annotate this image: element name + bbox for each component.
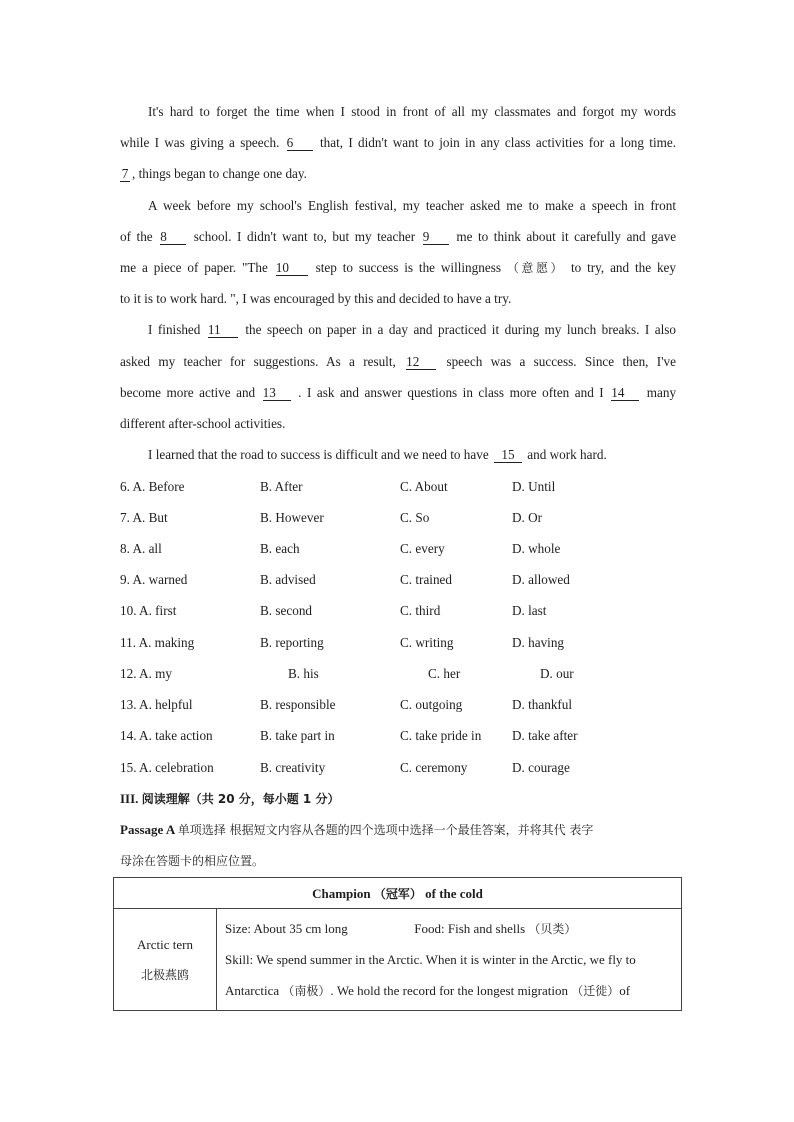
skill-text-2a: Antarctica <box>225 983 280 998</box>
table-title-b: of the cold <box>425 885 483 901</box>
p1-line-1 <box>148 104 676 120</box>
q10-option-a[interactable]: 10. A. first <box>120 603 177 618</box>
p3-line-3 <box>120 385 676 401</box>
passage-a-instruction <box>120 822 593 838</box>
q14-option-d[interactable]: D. take after <box>512 728 578 743</box>
q14-option-c[interactable]: C. take pride in <box>400 728 482 743</box>
p3-text-1b: the speech on paper in a day and practiced it during my lunch breaks. I also <box>245 322 677 337</box>
blank-9: 9 <box>423 230 449 245</box>
section-3-heading <box>120 791 339 807</box>
q11-option-c[interactable]: C. writing <box>400 635 454 650</box>
q14-option-a[interactable]: 14. A. take action <box>120 728 213 743</box>
skill-text-2cn: （南极） <box>282 984 331 998</box>
blank-7: 7 <box>121 166 129 181</box>
q6-option-a[interactable]: 6. A. Before <box>120 479 185 494</box>
question-8 <box>120 541 680 557</box>
instruction-line-2: 母涂在答题卡的相应位置。 <box>120 854 265 868</box>
section-3-title: 阅读理解（共 20 分，每小题 1 分） <box>141 792 340 806</box>
animal-info-cell <box>217 909 682 1011</box>
q7-option-a[interactable]: 7. A. But <box>120 510 168 525</box>
question-10 <box>120 603 680 619</box>
q10-option-d[interactable]: D. last <box>512 603 547 618</box>
p1-line-2 <box>120 135 676 151</box>
p3-line-1 <box>148 322 676 338</box>
q6-option-c[interactable]: C. About <box>400 479 448 494</box>
p2-line-1 <box>148 198 676 214</box>
q14-option-b[interactable]: B. take part in <box>260 728 335 743</box>
p2-text-2c: me to think about it carefully and gave <box>456 229 677 244</box>
section-3-number: III. <box>120 791 139 806</box>
p3-line-2 <box>120 354 676 370</box>
p2-text-1: A week before my school's English festival, my teacher asked me to make a speech in front <box>148 198 676 213</box>
p3-text-1a: I finished <box>148 322 201 337</box>
q11-option-d[interactable]: D. having <box>512 635 565 650</box>
q15-option-b[interactable]: B. creativity <box>260 760 326 775</box>
q6-option-d[interactable]: D. Until <box>512 479 556 494</box>
q7-option-c[interactable]: C. So <box>400 510 430 525</box>
animal-food: Food: Fish and shells <box>414 921 526 936</box>
q10-option-b[interactable]: B. second <box>260 603 313 618</box>
p4-text-1a: I learned that the road to success is difficult and we need to have <box>148 447 489 462</box>
q11-option-b[interactable]: B. reporting <box>260 635 324 650</box>
q13-option-c[interactable]: C. outgoing <box>400 697 463 712</box>
p3-line-4 <box>120 416 676 432</box>
p2-text-4: to it is to work hard. ", I was encouraged by this and decided to have a try. <box>120 291 512 306</box>
p3-text-3b: . I ask and answer questions in class more often and I <box>298 385 604 400</box>
animal-food-cn: （贝类） <box>528 922 577 936</box>
table-title-a: Champion <box>312 885 371 901</box>
p3-text-3a: become more active and <box>120 385 256 400</box>
animal-name-en: Arctic tern <box>137 936 193 952</box>
q12-option-c[interactable]: C. her <box>428 666 461 681</box>
animal-name-cell <box>114 909 217 1011</box>
p1-text-2b: that, I didn't want to join in any class activities for a long time. <box>319 135 677 150</box>
p2-text-2a: of the <box>120 229 153 244</box>
p1-text-1: It's hard to forget the time when I stood in front of all my classmates and forgot my words <box>148 104 676 119</box>
question-13 <box>120 697 680 713</box>
q7-option-b[interactable]: B. However <box>260 510 324 525</box>
p2-text-3a: me a piece of paper. "The <box>120 260 268 275</box>
skill-text-2c: of <box>619 983 631 998</box>
blank-15: 15 <box>494 448 522 463</box>
q13-option-b[interactable]: B. responsible <box>260 697 336 712</box>
p3-text-2b: speech was a success. Since then, I've <box>446 354 676 369</box>
p3-text-3c: many <box>646 385 677 400</box>
animal-name-cn: 北极燕鸥 <box>140 967 189 982</box>
q7-option-d[interactable]: D. Or <box>512 510 543 525</box>
question-9 <box>120 572 680 588</box>
animal-size-food <box>225 913 675 944</box>
q9-option-a[interactable]: 9. A. warned <box>120 572 188 587</box>
p4-text-1b: and work hard. <box>527 447 607 462</box>
question-11 <box>120 635 680 651</box>
blank-8: 8 <box>160 230 186 245</box>
p1-text-2a: while I was giving a speech. <box>120 135 280 150</box>
question-14 <box>120 728 680 744</box>
question-7 <box>120 510 680 526</box>
q11-option-a[interactable]: 11. A. making <box>120 635 195 650</box>
passage-a-label: Passage A <box>120 822 175 837</box>
q15-option-a[interactable]: 15. A. celebration <box>120 760 214 775</box>
question-15 <box>120 760 680 776</box>
animal-skill-1 <box>225 944 675 975</box>
p2-text-3b: step to success is the willingness <box>315 260 501 275</box>
instruction-line-1: 单项选择 根据短文内容从各题的四个选项中选择一个最佳答案，并将其代 表字 <box>177 823 594 837</box>
p1-text-3b: , things began to change one day. <box>132 166 307 181</box>
table-title <box>114 878 682 909</box>
blank-6: 6 <box>287 136 313 151</box>
p3-text-2a: asked my teacher for suggestions. As a result, <box>120 354 396 369</box>
q8-option-d[interactable]: D. whole <box>512 541 561 556</box>
q15-option-c[interactable]: C. ceremony <box>400 760 468 775</box>
p3-text-4: different after-school activities. <box>120 416 286 431</box>
p2-text-2b: school. I didn't want to, but my teacher <box>193 229 416 244</box>
q9-option-b[interactable]: B. advised <box>260 572 316 587</box>
blank-11: 11 <box>208 323 238 338</box>
q8-option-b[interactable]: B. each <box>260 541 300 556</box>
table-title-cn: （冠军） <box>373 886 422 901</box>
q9-option-c[interactable]: C. trained <box>400 572 453 587</box>
q10-option-c[interactable]: C. third <box>400 603 441 618</box>
q9-option-d[interactable]: D. allowed <box>512 572 570 587</box>
animal-size: Size: About 35 cm long <box>225 921 348 936</box>
blank-12: 12 <box>406 355 436 370</box>
p4-line-1 <box>148 447 676 463</box>
q12-option-d[interactable]: D. our <box>540 666 574 681</box>
question-12 <box>120 666 680 682</box>
p2-line-2 <box>120 229 676 245</box>
p2-line-3 <box>120 260 676 276</box>
blank-13: 13 <box>263 386 291 401</box>
q8-option-a[interactable]: 8. A. all <box>120 541 162 556</box>
champion-table <box>113 877 682 1011</box>
q12-option-a[interactable]: 12. A. my <box>120 666 173 681</box>
animal-skill-2 <box>225 975 675 1006</box>
blank-10: 10 <box>276 261 308 276</box>
p2-text-3cn: （意愿） <box>506 261 566 275</box>
skill-text-1: Skill: We spend summer in the Arctic. When it is winter in the Arctic, we fly to <box>225 952 636 967</box>
passage-a-instruction-2 <box>120 853 264 869</box>
p2-line-4 <box>120 291 676 307</box>
q15-option-d[interactable]: D. courage <box>512 760 570 775</box>
question-6 <box>120 479 680 495</box>
skill-text-2b: . We hold the record for the longest migration <box>330 983 568 998</box>
q13-option-d[interactable]: D. thankful <box>512 697 573 712</box>
q13-option-a[interactable]: 13. A. helpful <box>120 697 193 712</box>
q8-option-c[interactable]: C. every <box>400 541 445 556</box>
skill-text-2cn2: （迁徙） <box>571 984 620 998</box>
p2-text-3c: to try, and the key <box>571 260 677 275</box>
q6-option-b[interactable]: B. After <box>260 479 303 494</box>
blank-14: 14 <box>611 386 639 401</box>
p1-line-3 <box>120 166 676 182</box>
q12-option-b[interactable]: B. his <box>288 666 319 681</box>
